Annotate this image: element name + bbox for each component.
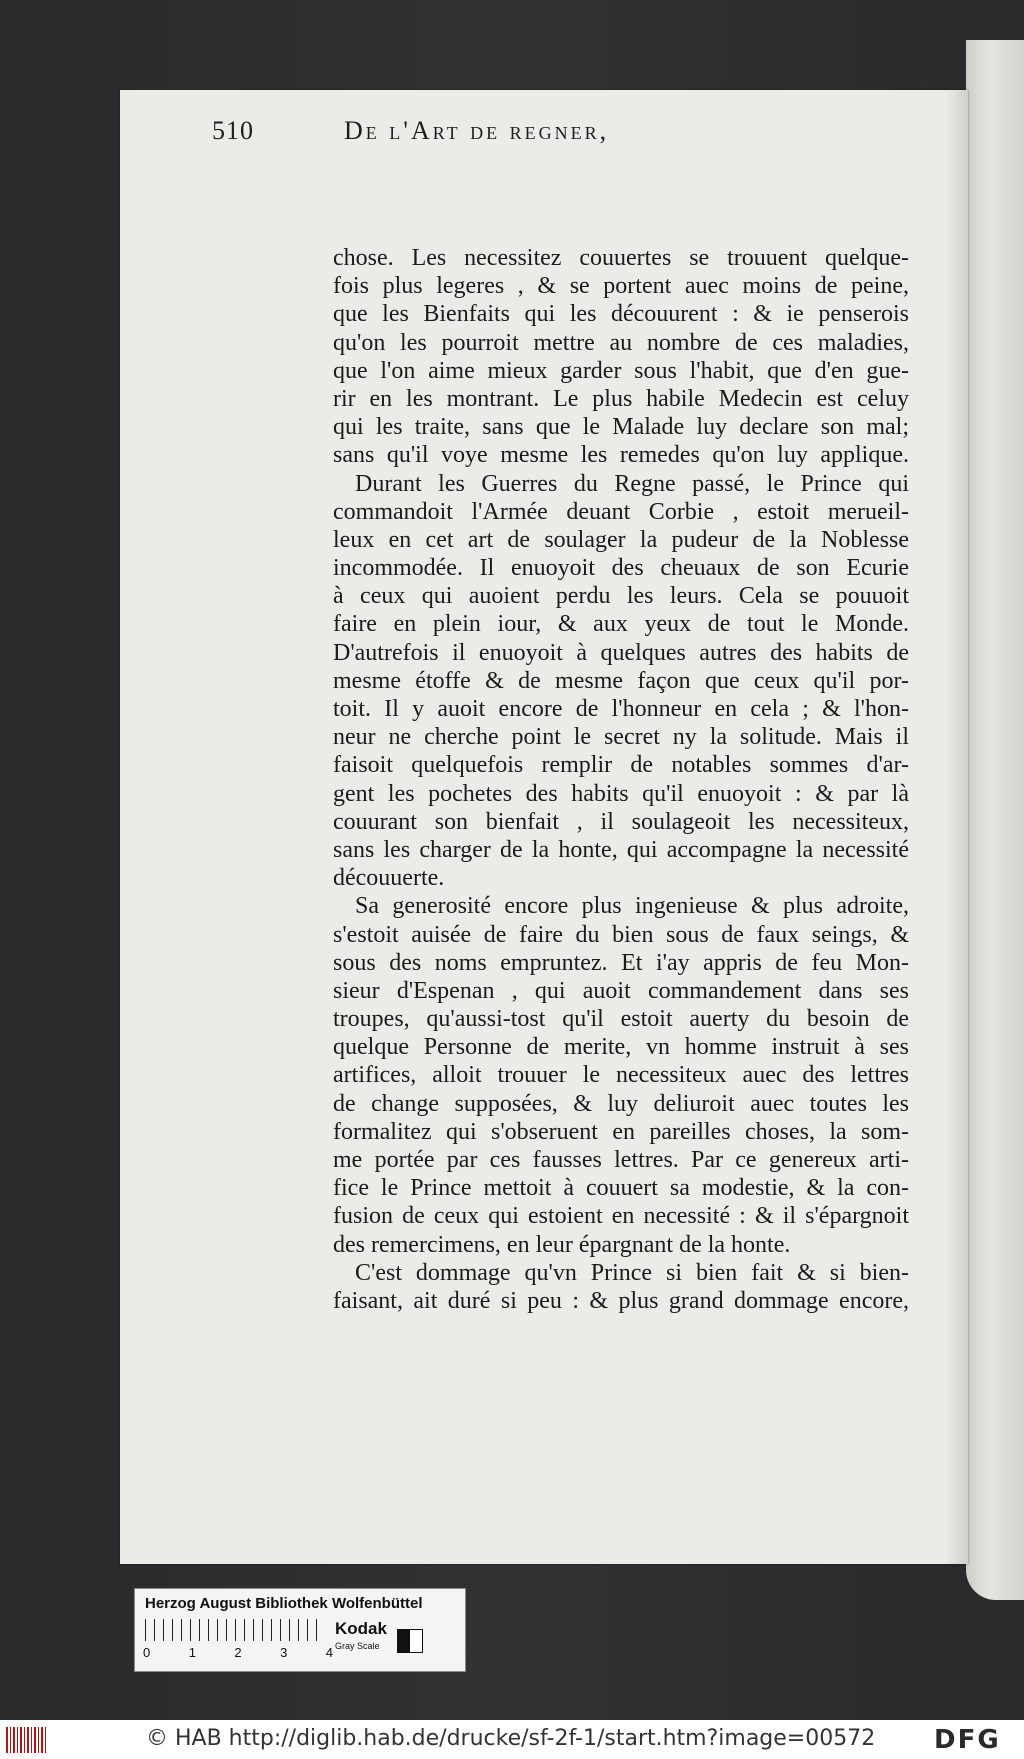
text-line: sans qu'il voye mesme les remedes qu'on luy applique.: [333, 442, 909, 469]
library-name: Herzog August Bibliothek Wolfenbüttel: [145, 1595, 423, 1612]
text-line: D'autrefois il enuoyoit à quelques autres des habits de: [333, 639, 909, 666]
text-line: artifices, alloit trouuer le necessiteux auec des lettres: [333, 1062, 909, 1089]
text-line: quelque Personne de merite, vn homme instruit à ses: [333, 1034, 909, 1061]
text-line: qu'on les pourroit mettre au nombre de ces maladies,: [333, 329, 909, 356]
text-line: fusion de ceux qui estoient en necessité : & il s'épargnoit: [333, 1203, 909, 1230]
ruler-label: 2: [234, 1645, 242, 1660]
text-line: faire en plein iour, & aux yeux de tout le Monde.: [333, 611, 909, 638]
ruler-label: 1: [188, 1645, 196, 1660]
text-line: commandoit l'Armée deuant Corbie , estoit merueil-: [333, 498, 909, 525]
paragraph-start-line: Sa generosité encore plus ingenieuse & plus adroite,: [355, 893, 909, 920]
text-line: fice le Prince mettoit à couuert sa modestie, & la con-: [333, 1175, 909, 1202]
text-line: formalitez qui s'obseruent en pareilles choses, la som-: [333, 1118, 909, 1145]
page-header: [212, 116, 812, 152]
text-line: sous des noms empruntez. Et i'ay appris de feu Mon-: [333, 949, 909, 976]
text-line: à ceux qui auoient perdu les leurs. Cela se pouuoit: [333, 583, 909, 610]
text-line: sans les charger de la honte, qui accompagne la necessité: [333, 836, 909, 863]
gray-scale-label: Gray Scale: [335, 1641, 380, 1651]
copyright-url[interactable]: © HAB http://diglib.hab.de/drucke/sf-2f-1/start.htm?image=00572: [146, 1726, 876, 1751]
kodak-brand: Kodak: [335, 1619, 387, 1638]
paragraph-start-line: Durant les Guerres du Regne passé, le Prince qui: [355, 470, 909, 497]
footer-bar: [0, 1720, 1024, 1759]
text-line: de change supposées, & luy deliuroit auec toutes les: [333, 1090, 909, 1117]
ruler-label: 4: [325, 1645, 333, 1660]
ruler-label: 0: [143, 1645, 151, 1660]
text-line: fois plus legeres , & se portent auec moins de peine,: [333, 273, 909, 300]
text-line: troupes, qu'aussi-tost qu'il estoit auerty du besoin de: [333, 1006, 909, 1033]
text-line: gent les pochetes des habits qu'il enuoyoit : & par là: [333, 780, 909, 807]
ruler-labels: [143, 1645, 333, 1660]
ruler-scale: [145, 1619, 325, 1641]
text-line: découuerte.: [333, 865, 445, 892]
text-line: toit. Il y auoit encore de l'honneur en cela ; & l'hon-: [333, 696, 909, 722]
text-line: neur ne cherche point le secret ny la solitude. Mais il: [333, 724, 909, 751]
text-line: que l'on aime mieux garder sous l'habit, que d'en gue-: [333, 357, 909, 384]
text-line: que les Bienfaits qui les découurent : & ie penserois: [333, 301, 909, 328]
dfg-logo: DFG: [934, 1725, 1001, 1755]
paragraph-start-line: C'est dommage qu'vn Prince si bien fait & si bien-: [355, 1259, 909, 1286]
text-line: qui les traite, sans que le Malade luy declare son mal;: [333, 414, 909, 441]
barcode-icon: [6, 1727, 46, 1753]
running-title: De l'Art de regner,: [344, 116, 610, 145]
body-text: [333, 244, 909, 1315]
gray-swatch: [397, 1629, 423, 1653]
text-line: faisoit quelquefois remplir de notables sommes d'ar-: [333, 752, 909, 779]
ruler-label: 3: [280, 1645, 288, 1660]
page-gutter-shadow: [946, 90, 968, 1564]
next-page-edge: [966, 40, 1024, 1600]
text-line: leux en cet art de soulager la pudeur de la Noblesse: [333, 526, 909, 553]
text-line: incommodée. Il enuoyoit des cheuaux de son Ecurie: [333, 555, 909, 582]
text-line: faisant, ait duré si peu : & plus grand dommage encore,: [333, 1287, 909, 1314]
color-calibration-card: [134, 1588, 466, 1672]
text-line: sieur d'Espenan , qui auoit commandement dans ses: [333, 977, 909, 1004]
text-line: rir en les montrant. Le plus habile Medecin est celuy: [333, 385, 909, 412]
text-line: chose. Les necessitez couuertes se trouuent quelque-: [333, 245, 909, 271]
text-line: mesme étoffe & de mesme façon que ceux qu'il por-: [333, 667, 909, 694]
text-line: couurant son bienfait , il soulageoit les necessiteux,: [333, 808, 909, 835]
text-line: des remercimens, en leur épargnant de la honte.: [333, 1231, 791, 1258]
text-line: me portée par ces fausses lettres. Par ce genereux arti-: [333, 1147, 909, 1173]
text-line: s'estoit auisée de faire du bien sous de faux seings, &: [333, 921, 909, 948]
page-number: 510: [212, 116, 254, 145]
